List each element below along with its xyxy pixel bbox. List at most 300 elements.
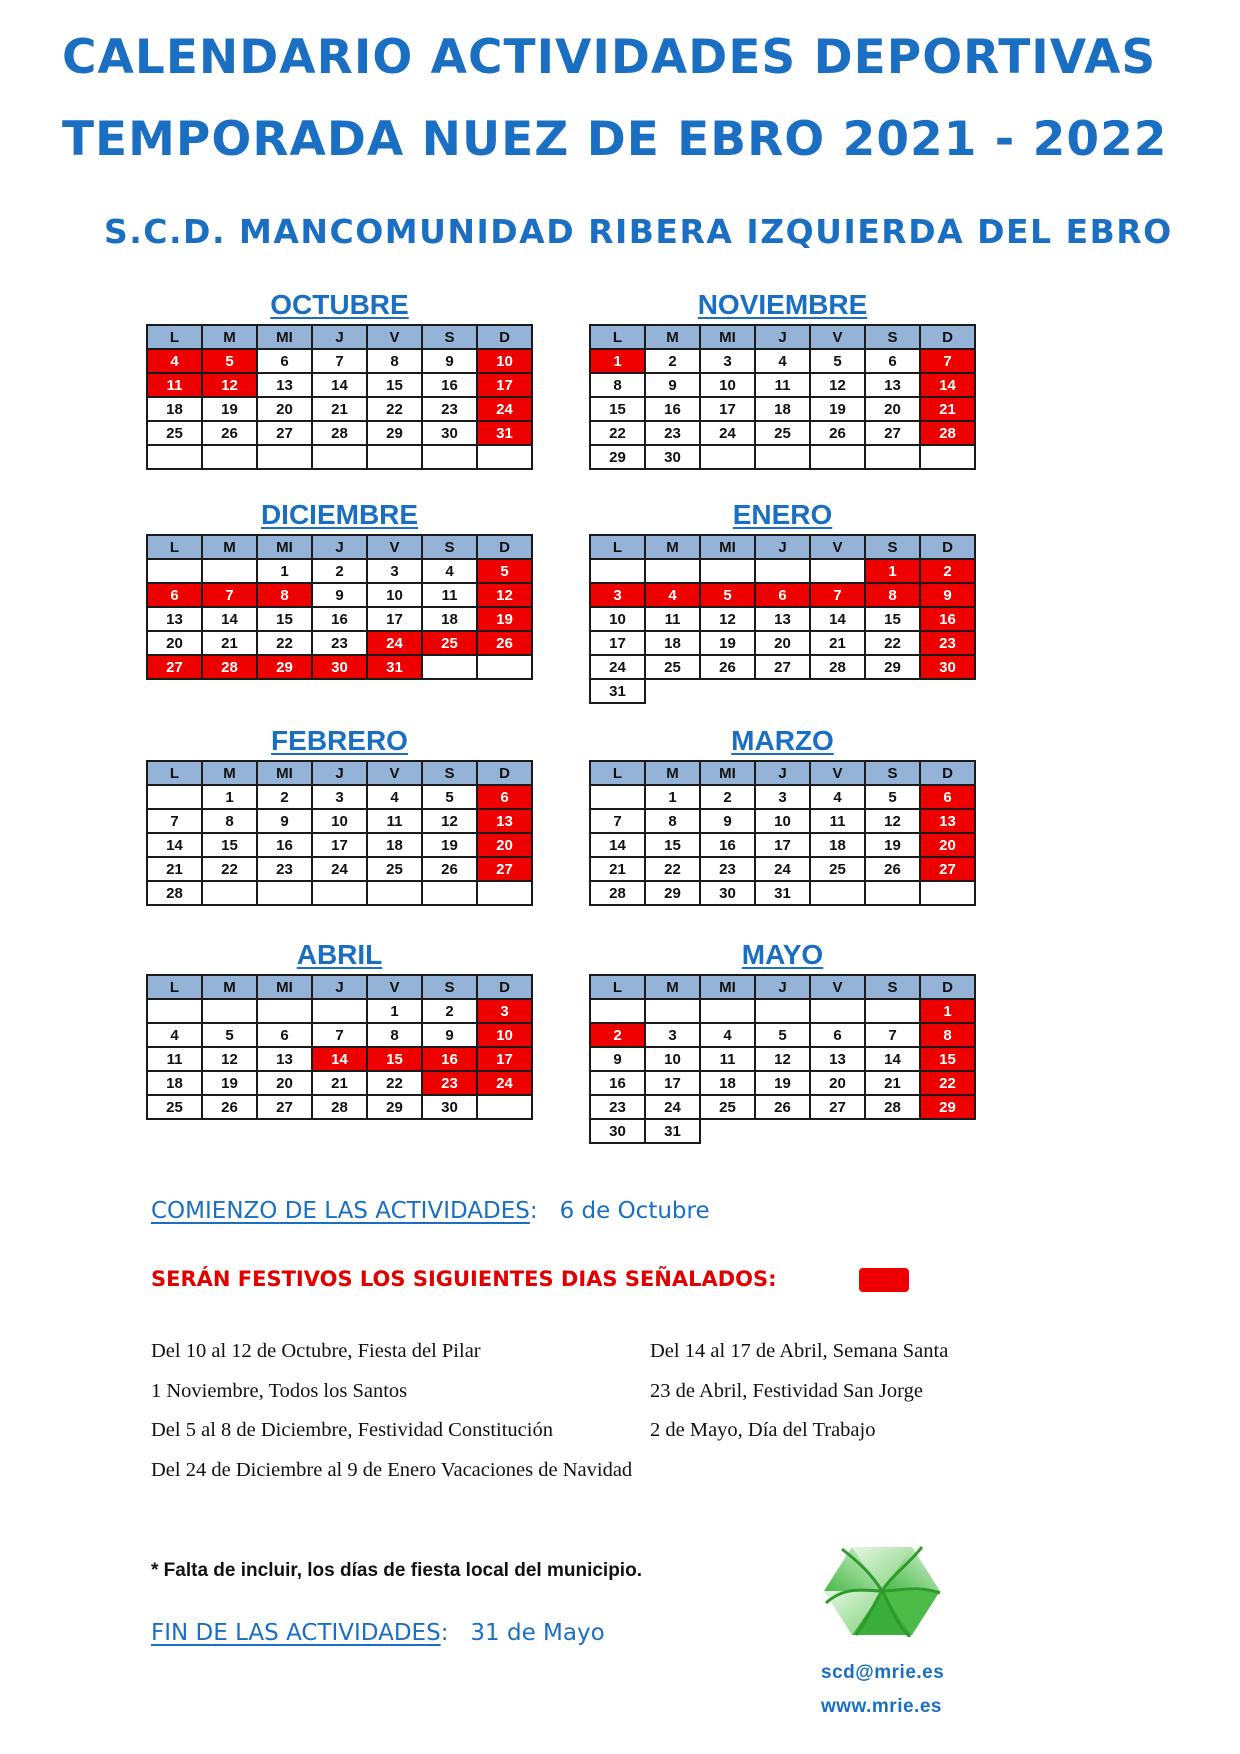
weekday-header: S	[422, 325, 477, 349]
holiday-list-item: Del 14 al 17 de Abril, Semana Santa	[650, 1340, 949, 1362]
day-cell: 19	[700, 631, 755, 655]
weekday-header: L	[590, 975, 645, 999]
day-cell: 26	[422, 857, 477, 881]
week-row	[147, 809, 532, 833]
day-cell: 31	[755, 881, 810, 905]
day-cell: 8	[367, 1023, 422, 1047]
weekday-header: MI	[257, 535, 312, 559]
empty-day-cell	[367, 881, 422, 905]
day-cell: 25	[147, 421, 202, 445]
empty-day-cell	[147, 559, 202, 583]
empty-day-cell	[422, 881, 477, 905]
day-cell: 25	[147, 1095, 202, 1119]
day-cell: 18	[422, 607, 477, 631]
day-cell: 7	[865, 1023, 920, 1047]
empty-day-cell	[810, 559, 865, 583]
day-cell: 16	[590, 1071, 645, 1095]
day-cell: 30	[590, 1119, 645, 1143]
holiday-list-item: Del 24 de Diciembre al 9 de Enero Vacaciones de Navidad	[151, 1458, 633, 1481]
holiday-list-item: Del 10 al 12 de Octubre, Fiesta del Pilar	[151, 1340, 481, 1362]
weekday-header: M	[202, 535, 257, 559]
day-cell: 18	[755, 397, 810, 421]
day-cell: 11	[147, 373, 202, 397]
week-row	[590, 881, 975, 905]
weekday-header: D	[920, 535, 975, 559]
day-cell: 3	[367, 559, 422, 583]
empty-day-cell	[810, 445, 865, 469]
weekday-header: J	[755, 975, 810, 999]
weekday-header: D	[920, 975, 975, 999]
day-cell: 22	[645, 857, 700, 881]
day-cell: 20	[257, 1071, 312, 1095]
day-cell: 12	[865, 809, 920, 833]
day-cell: 28	[920, 421, 975, 445]
month-table	[589, 974, 976, 1144]
day-cell: 24	[645, 1095, 700, 1119]
weekday-header: D	[477, 325, 532, 349]
day-cell: 18	[645, 631, 700, 655]
weekday-header-row	[147, 761, 532, 785]
empty-day-cell	[477, 881, 532, 905]
day-cell: 23	[645, 421, 700, 445]
blank-space	[755, 1119, 810, 1143]
day-cell: 7	[312, 349, 367, 373]
weekday-header: L	[590, 761, 645, 785]
blank-space	[755, 679, 810, 703]
empty-day-cell	[147, 999, 202, 1023]
day-cell: 16	[920, 607, 975, 631]
day-cell: 26	[202, 1095, 257, 1119]
weekday-header: V	[810, 535, 865, 559]
weekday-header: J	[755, 535, 810, 559]
day-cell: 24	[312, 857, 367, 881]
week-row	[147, 1047, 532, 1071]
blank-space	[810, 1119, 865, 1143]
day-cell: 14	[810, 607, 865, 631]
weekday-header: S	[422, 535, 477, 559]
empty-day-cell	[700, 445, 755, 469]
day-cell: 4	[147, 349, 202, 373]
month-heading: NOVIEMBRE	[697, 289, 868, 320]
day-cell: 28	[147, 881, 202, 905]
day-cell: 11	[422, 583, 477, 607]
week-row	[147, 583, 532, 607]
blank-space	[865, 679, 920, 703]
day-cell: 24	[477, 1071, 532, 1095]
day-cell: 9	[700, 809, 755, 833]
week-row	[590, 1071, 975, 1095]
day-cell: 21	[312, 1071, 367, 1095]
day-cell: 15	[257, 607, 312, 631]
weekday-header: V	[810, 975, 865, 999]
week-row	[590, 655, 975, 679]
day-cell: 21	[920, 397, 975, 421]
day-cell: 4	[755, 349, 810, 373]
weekday-header: L	[590, 325, 645, 349]
weekday-header: M	[645, 975, 700, 999]
day-cell: 5	[202, 349, 257, 373]
day-cell: 26	[755, 1095, 810, 1119]
day-cell: 30	[645, 445, 700, 469]
day-cell: 26	[700, 655, 755, 679]
weekday-header: S	[422, 761, 477, 785]
start-activities-line	[151, 1198, 710, 1224]
day-cell: 16	[312, 607, 367, 631]
day-cell: 5	[202, 1023, 257, 1047]
week-row	[590, 679, 975, 703]
start-activities-label: COMIENZO DE LAS ACTIVIDADES	[151, 1198, 530, 1224]
day-cell: 9	[422, 1023, 477, 1047]
day-cell: 8	[645, 809, 700, 833]
page-title-line2: TEMPORADA NUEZ DE EBRO 2021 - 2022	[62, 112, 1168, 167]
day-cell: 15	[865, 607, 920, 631]
day-cell: 8	[865, 583, 920, 607]
day-cell: 20	[477, 833, 532, 857]
week-row	[590, 373, 975, 397]
day-cell: 2	[920, 559, 975, 583]
weekday-header: M	[202, 325, 257, 349]
day-cell: 8	[202, 809, 257, 833]
weekday-header: MI	[257, 975, 312, 999]
weekday-header: M	[202, 975, 257, 999]
page-title-line1: CALENDARIO ACTIVIDADES DEPORTIVAS	[62, 30, 1157, 85]
day-cell: 10	[312, 809, 367, 833]
day-cell: 9	[645, 373, 700, 397]
day-cell: 1	[590, 349, 645, 373]
day-cell: 28	[312, 1095, 367, 1119]
day-cell: 15	[367, 373, 422, 397]
day-cell: 4	[422, 559, 477, 583]
day-cell: 29	[865, 655, 920, 679]
day-cell: 13	[477, 809, 532, 833]
month-table	[589, 324, 976, 470]
weekday-header: V	[810, 325, 865, 349]
day-cell: 20	[755, 631, 810, 655]
weekday-header: L	[147, 535, 202, 559]
day-cell: 5	[477, 559, 532, 583]
day-cell: 20	[257, 397, 312, 421]
day-cell: 22	[865, 631, 920, 655]
weekday-header: M	[202, 761, 257, 785]
day-cell: 22	[367, 1071, 422, 1095]
day-cell: 10	[477, 349, 532, 373]
day-cell: 22	[590, 421, 645, 445]
weekday-header: D	[477, 761, 532, 785]
day-cell: 31	[590, 679, 645, 703]
empty-day-cell	[312, 445, 367, 469]
day-cell: 5	[700, 583, 755, 607]
day-cell: 5	[810, 349, 865, 373]
weekday-header: J	[312, 761, 367, 785]
week-row	[590, 631, 975, 655]
month-table	[146, 324, 533, 470]
empty-day-cell	[920, 881, 975, 905]
day-cell: 16	[257, 833, 312, 857]
day-cell: 25	[700, 1095, 755, 1119]
week-row	[590, 1047, 975, 1071]
day-cell: 17	[700, 397, 755, 421]
day-cell: 17	[312, 833, 367, 857]
day-cell: 27	[147, 655, 202, 679]
week-row	[590, 1095, 975, 1119]
empty-day-cell	[312, 881, 367, 905]
day-cell: 19	[422, 833, 477, 857]
month-heading: OCTUBRE	[270, 289, 409, 320]
weekday-header: V	[367, 975, 422, 999]
weekday-header: S	[865, 535, 920, 559]
weekday-header: V	[810, 761, 865, 785]
weekday-header: L	[147, 325, 202, 349]
day-cell: 6	[920, 785, 975, 809]
day-cell: 4	[645, 583, 700, 607]
day-cell: 15	[367, 1047, 422, 1071]
day-cell: 14	[590, 833, 645, 857]
week-row	[147, 631, 532, 655]
day-cell: 1	[202, 785, 257, 809]
empty-day-cell	[202, 445, 257, 469]
day-cell: 24	[700, 421, 755, 445]
month-table	[589, 534, 976, 704]
day-cell: 16	[700, 833, 755, 857]
day-cell: 20	[920, 833, 975, 857]
weekday-header: MI	[700, 535, 755, 559]
mrie-logo-icon	[822, 1545, 942, 1637]
day-cell: 29	[257, 655, 312, 679]
label-colon: :	[440, 1620, 449, 1646]
empty-day-cell	[147, 785, 202, 809]
day-cell: 27	[257, 1095, 312, 1119]
day-cell: 20	[810, 1071, 865, 1095]
weekday-header: J	[312, 535, 367, 559]
weekday-header: L	[590, 535, 645, 559]
day-cell: 20	[147, 631, 202, 655]
day-cell: 24	[477, 397, 532, 421]
day-cell: 6	[810, 1023, 865, 1047]
holiday-list-item: 2 de Mayo, Día del Trabajo	[650, 1419, 876, 1441]
week-row	[147, 373, 532, 397]
week-row	[147, 349, 532, 373]
weekday-header: D	[920, 761, 975, 785]
day-cell: 13	[257, 1047, 312, 1071]
empty-day-cell	[477, 655, 532, 679]
empty-day-cell	[700, 559, 755, 583]
week-row	[147, 1023, 532, 1047]
day-cell: 7	[147, 809, 202, 833]
weekday-header: V	[367, 761, 422, 785]
weekday-header-row	[590, 535, 975, 559]
month-febrero	[146, 724, 533, 906]
day-cell: 23	[422, 397, 477, 421]
month-heading: MAYO	[741, 939, 824, 970]
empty-day-cell	[700, 999, 755, 1023]
day-cell: 21	[202, 631, 257, 655]
day-cell: 2	[422, 999, 477, 1023]
day-cell: 25	[755, 421, 810, 445]
empty-day-cell	[477, 445, 532, 469]
end-activities-line	[151, 1620, 605, 1646]
weekday-header-row	[590, 325, 975, 349]
day-cell: 23	[422, 1071, 477, 1095]
day-cell: 8	[920, 1023, 975, 1047]
weekday-header-row	[590, 975, 975, 999]
contact-website[interactable]: www.mrie.es	[821, 1696, 942, 1717]
day-cell: 26	[477, 631, 532, 655]
month-table	[146, 534, 533, 680]
month-heading: ABRIL	[296, 939, 383, 970]
month-table	[589, 760, 976, 906]
day-cell: 7	[590, 809, 645, 833]
day-cell: 14	[202, 607, 257, 631]
day-cell: 23	[257, 857, 312, 881]
day-cell: 28	[865, 1095, 920, 1119]
day-cell: 21	[312, 397, 367, 421]
month-table	[146, 974, 533, 1120]
day-cell: 23	[700, 857, 755, 881]
day-cell: 7	[312, 1023, 367, 1047]
day-cell: 5	[755, 1023, 810, 1047]
empty-day-cell	[202, 999, 257, 1023]
day-cell: 22	[202, 857, 257, 881]
day-cell: 27	[920, 857, 975, 881]
day-cell: 31	[367, 655, 422, 679]
day-cell: 23	[590, 1095, 645, 1119]
weekday-header: M	[645, 325, 700, 349]
day-cell: 28	[810, 655, 865, 679]
day-cell: 21	[865, 1071, 920, 1095]
week-row	[147, 421, 532, 445]
weekday-header: S	[865, 761, 920, 785]
day-cell: 30	[700, 881, 755, 905]
day-cell: 7	[202, 583, 257, 607]
day-cell: 11	[147, 1047, 202, 1071]
day-cell: 6	[147, 583, 202, 607]
day-cell: 18	[147, 1071, 202, 1095]
day-cell: 22	[257, 631, 312, 655]
month-octubre	[146, 288, 533, 470]
day-cell: 1	[645, 785, 700, 809]
day-cell: 29	[920, 1095, 975, 1119]
day-cell: 12	[477, 583, 532, 607]
empty-day-cell	[312, 999, 367, 1023]
day-cell: 29	[645, 881, 700, 905]
contact-email[interactable]: scd@mrie.es	[821, 1662, 945, 1683]
month-marzo	[589, 724, 976, 906]
day-cell: 26	[202, 421, 257, 445]
empty-day-cell	[422, 655, 477, 679]
day-cell: 4	[367, 785, 422, 809]
day-cell: 27	[477, 857, 532, 881]
day-cell: 15	[645, 833, 700, 857]
weekday-header: J	[312, 975, 367, 999]
weekday-header: S	[865, 975, 920, 999]
holidays-heading: SERÁN FESTIVOS LOS SIGUIENTES DIAS SEÑALADOS:	[151, 1267, 777, 1291]
empty-day-cell	[865, 999, 920, 1023]
day-cell: 31	[645, 1119, 700, 1143]
empty-day-cell	[645, 999, 700, 1023]
day-cell: 2	[645, 349, 700, 373]
day-cell: 6	[755, 583, 810, 607]
week-row	[147, 999, 532, 1023]
day-cell: 27	[865, 421, 920, 445]
label-colon: :	[529, 1198, 538, 1224]
day-cell: 11	[755, 373, 810, 397]
week-row	[590, 583, 975, 607]
week-row	[590, 857, 975, 881]
day-cell: 10	[590, 607, 645, 631]
day-cell: 1	[257, 559, 312, 583]
day-cell: 3	[477, 999, 532, 1023]
day-cell: 28	[202, 655, 257, 679]
empty-day-cell	[755, 559, 810, 583]
weekday-header: J	[755, 325, 810, 349]
day-cell: 29	[367, 421, 422, 445]
week-row	[147, 655, 532, 679]
weekday-header: J	[755, 761, 810, 785]
empty-day-cell	[367, 445, 422, 469]
day-cell: 18	[367, 833, 422, 857]
day-cell: 18	[810, 833, 865, 857]
empty-day-cell	[810, 881, 865, 905]
day-cell: 13	[810, 1047, 865, 1071]
day-cell: 6	[257, 349, 312, 373]
page-subtitle: S.C.D. MANCOMUNIDAD RIBERA IZQUIERDA DEL EBRO	[104, 212, 1173, 251]
month-mayo	[589, 938, 976, 1144]
weekday-header: V	[367, 535, 422, 559]
week-row	[590, 349, 975, 373]
day-cell: 5	[422, 785, 477, 809]
blank-space	[645, 679, 700, 703]
empty-day-cell	[477, 1095, 532, 1119]
day-cell: 18	[147, 397, 202, 421]
empty-day-cell	[147, 445, 202, 469]
day-cell: 25	[422, 631, 477, 655]
week-row	[147, 445, 532, 469]
blank-space	[920, 679, 975, 703]
day-cell: 29	[367, 1095, 422, 1119]
day-cell: 14	[865, 1047, 920, 1071]
month-abril	[146, 938, 533, 1120]
day-cell: 6	[257, 1023, 312, 1047]
empty-day-cell	[810, 999, 865, 1023]
day-cell: 1	[920, 999, 975, 1023]
empty-day-cell	[590, 559, 645, 583]
day-cell: 14	[312, 1047, 367, 1071]
day-cell: 19	[755, 1071, 810, 1095]
day-cell: 25	[810, 857, 865, 881]
empty-day-cell	[755, 999, 810, 1023]
month-heading: MARZO	[731, 725, 834, 756]
weekday-header: S	[422, 975, 477, 999]
day-cell: 11	[645, 607, 700, 631]
empty-day-cell	[422, 445, 477, 469]
day-cell: 13	[920, 809, 975, 833]
day-cell: 26	[865, 857, 920, 881]
day-cell: 9	[257, 809, 312, 833]
day-cell: 15	[202, 833, 257, 857]
day-cell: 25	[367, 857, 422, 881]
empty-day-cell	[645, 559, 700, 583]
weekday-header: D	[477, 975, 532, 999]
month-noviembre	[589, 288, 976, 470]
month-diciembre	[146, 498, 533, 680]
day-cell: 23	[312, 631, 367, 655]
weekday-header: M	[645, 535, 700, 559]
day-cell: 16	[422, 373, 477, 397]
day-cell: 16	[645, 397, 700, 421]
weekday-header: MI	[700, 975, 755, 999]
empty-day-cell	[202, 881, 257, 905]
empty-day-cell	[590, 999, 645, 1023]
